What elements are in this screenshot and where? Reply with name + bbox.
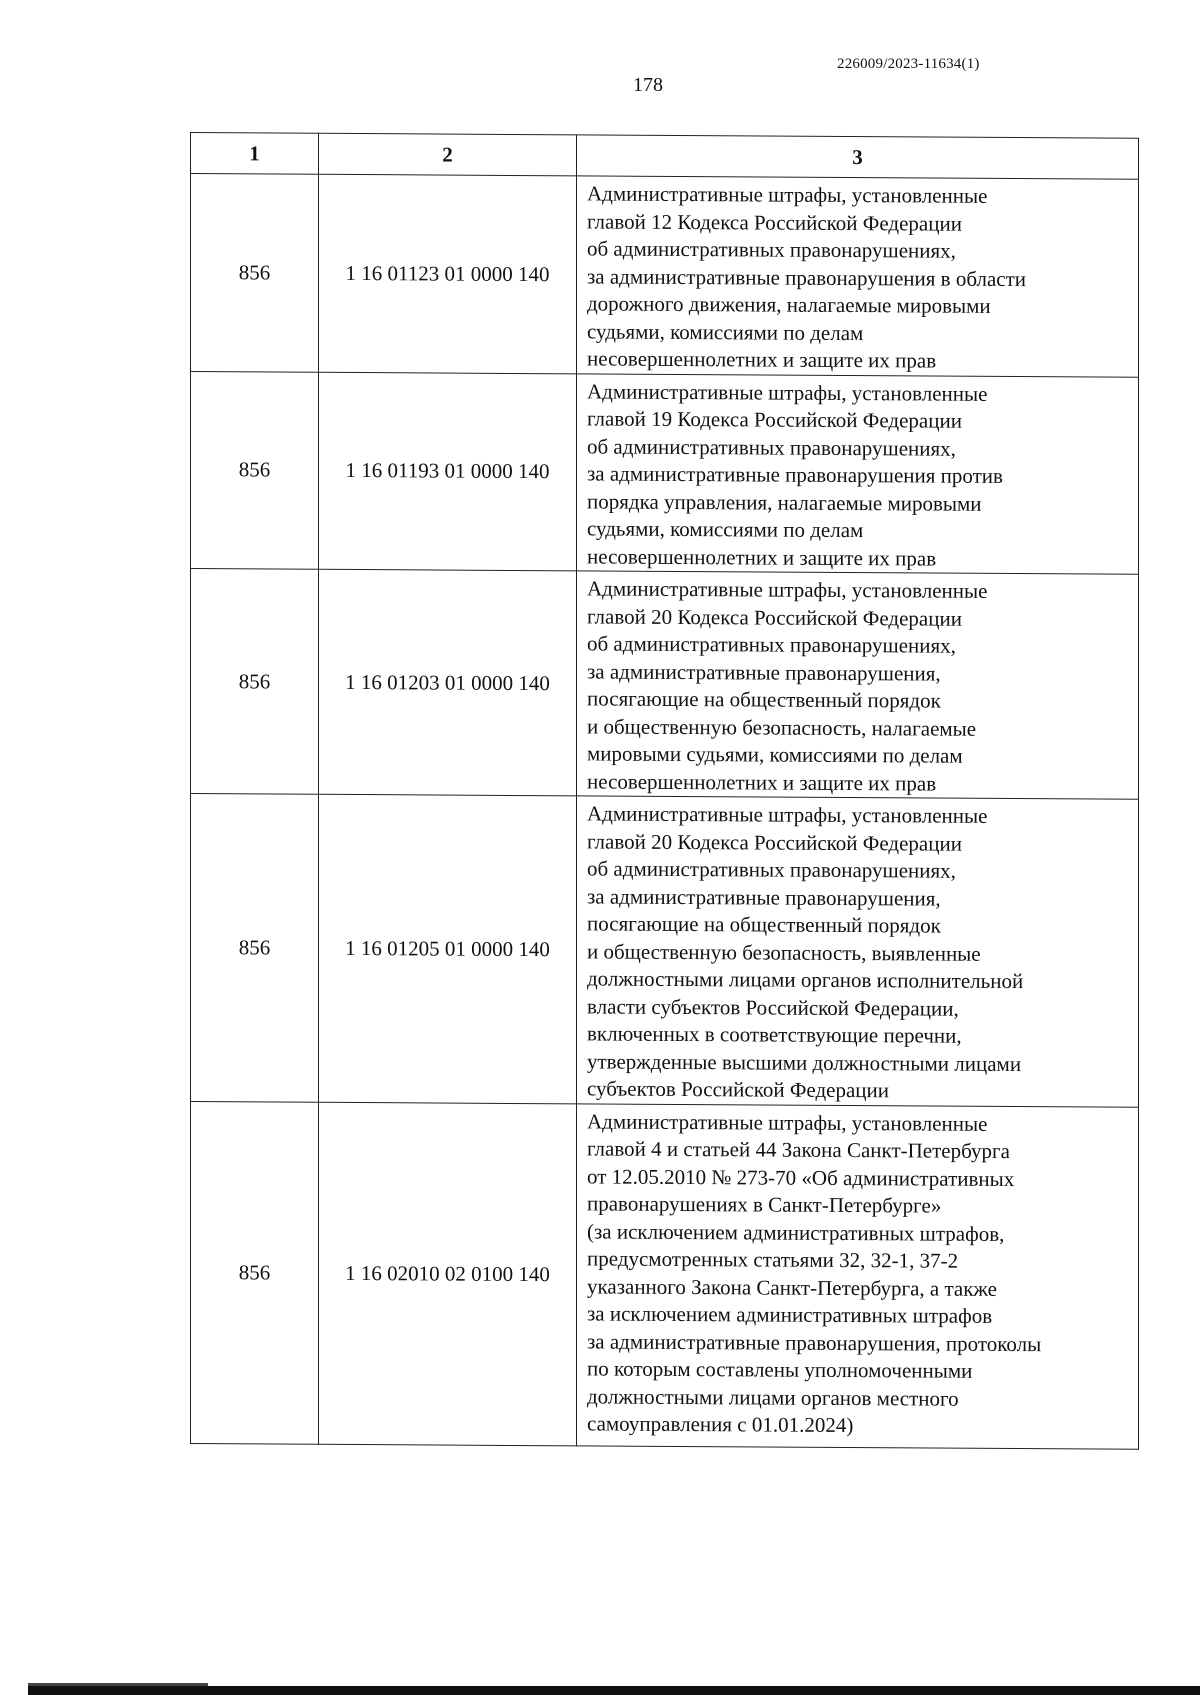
table-row <box>191 371 1139 574</box>
payer-code-cell: 856 <box>191 794 319 1102</box>
description-line: об административных правонарушениях, <box>587 856 956 883</box>
description-line: за административные правонарушения, <box>587 883 941 911</box>
table-body <box>191 174 1139 1449</box>
document-registration-number: 226009/2023-11634(1) <box>837 56 980 72</box>
budget-classification-code-cell: 1 16 01205 01 0000 140 <box>319 794 577 1103</box>
description-line: порядка управления, налагаемые мировыми <box>587 488 982 516</box>
description-line: главой 20 Кодекса Российской Федерации <box>587 603 962 631</box>
description-line: главой 19 Кодекса Российской Федерации <box>587 406 962 433</box>
table-row <box>191 569 1139 800</box>
description-line: об административных правонарушениях, <box>587 236 956 263</box>
description-line: главой 20 Кодекса Российской Федерации <box>587 828 962 856</box>
description-line: (за исключением административных штрафов, <box>587 1218 1005 1246</box>
description-line: Административные штрафы, установленные <box>587 181 988 208</box>
description-line: субъектов Российской Федерации <box>587 1076 890 1103</box>
description-line: от 12.05.2010 № 273-70 «Об административных <box>587 1163 1015 1191</box>
description-cell <box>577 1103 1139 1448</box>
header-col-2: 2 <box>319 133 577 176</box>
description-line: Административные штрафы, установленные <box>587 801 988 828</box>
payer-code-cell: 856 <box>191 1101 319 1444</box>
table-row <box>191 174 1139 377</box>
description-line: посягающие на общественный порядок <box>587 911 941 938</box>
description-line: судьями, комиссиями по делам <box>587 516 864 543</box>
header-col-1: 1 <box>191 133 319 175</box>
description-line: за исключением административных штрафов <box>587 1301 993 1328</box>
fines-table <box>190 132 1139 1449</box>
description-line: предусмотренных статьями 32, 32-1, 37-2 <box>587 1246 959 1273</box>
description-line: за административные правонарушения, <box>587 658 941 686</box>
description-line: Административные штрафы, установленные <box>587 576 988 603</box>
description-line: самоуправления с 01.01.2024) <box>587 1411 854 1438</box>
payer-code-cell: 856 <box>191 569 319 795</box>
description-line: по которым составлены уполномоченными <box>587 1356 973 1383</box>
description-line: должностными лицами органов исполнительной <box>587 966 1024 994</box>
description-cell <box>577 571 1139 799</box>
description-line: Административные штрафы, установленные <box>587 1108 988 1136</box>
budget-classification-code-cell: 1 16 01123 01 0000 140 <box>319 174 577 373</box>
description-line: должностными лицами органов местного <box>587 1383 959 1411</box>
description-line: и общественную безопасность, налагаемые <box>587 713 977 741</box>
description-line: несовершеннолетних и защите их прав <box>587 768 937 796</box>
description-line: включенных в соответствующие перечни, <box>587 1021 962 1048</box>
description-line: мировыми судьями, комиссиями по делам <box>587 741 963 768</box>
table-row <box>191 794 1139 1107</box>
description-line: утвержденные высшими должностными лицами <box>587 1048 1022 1076</box>
description-line: несовершеннолетних и защите их прав <box>587 543 937 571</box>
header-row <box>191 133 1139 180</box>
description-line: судьями, комиссиями по делам <box>587 318 864 345</box>
header-col-3: 3 <box>577 135 1139 179</box>
description-line: за административные правонарушения, протоколы <box>587 1328 1042 1356</box>
description-line: главой 4 и статьей 44 Закона Санкт-Петербурга <box>587 1136 1010 1164</box>
description-line: несовершеннолетних и защите их прав <box>587 346 937 373</box>
description-line: за административные правонарушения в области <box>587 263 1027 291</box>
scan-edge-band <box>28 1686 1200 1695</box>
payer-code-cell: 856 <box>191 371 319 569</box>
description-cell <box>577 373 1139 574</box>
description-line: посягающие на общественный порядок <box>587 686 941 713</box>
budget-classification-code-cell: 1 16 02010 02 0100 140 <box>319 1102 577 1446</box>
budget-classification-code-cell: 1 16 01193 01 0000 140 <box>319 372 577 571</box>
description-line: об административных правонарушениях, <box>587 433 956 461</box>
table-container <box>190 132 1138 1449</box>
description-cell <box>577 796 1139 1107</box>
description-line: за административные правонарушения против <box>587 461 1003 488</box>
description-line: правонарушениях в Санкт-Петербурге» <box>587 1191 942 1218</box>
description-line: об административных правонарушениях, <box>587 631 956 658</box>
budget-classification-code-cell: 1 16 01203 01 0000 140 <box>319 569 577 796</box>
description-line: указанного Закона Санкт-Петербурга, а также <box>587 1273 997 1301</box>
description-line: и общественную безопасность, выявленные <box>587 938 981 966</box>
description-cell <box>577 176 1139 377</box>
page-number: 178 <box>633 74 663 96</box>
payer-code-cell: 856 <box>191 174 319 372</box>
description-line: дорожного движения, налагаемые мировыми <box>587 291 991 318</box>
table-row <box>191 1101 1139 1449</box>
description-line: Административные штрафы, установленные <box>587 378 988 406</box>
table-header <box>191 133 1139 180</box>
description-line: главой 12 Кодекса Российской Федерации <box>587 208 962 236</box>
description-line: власти субъектов Российской Федерации, <box>587 993 959 1021</box>
